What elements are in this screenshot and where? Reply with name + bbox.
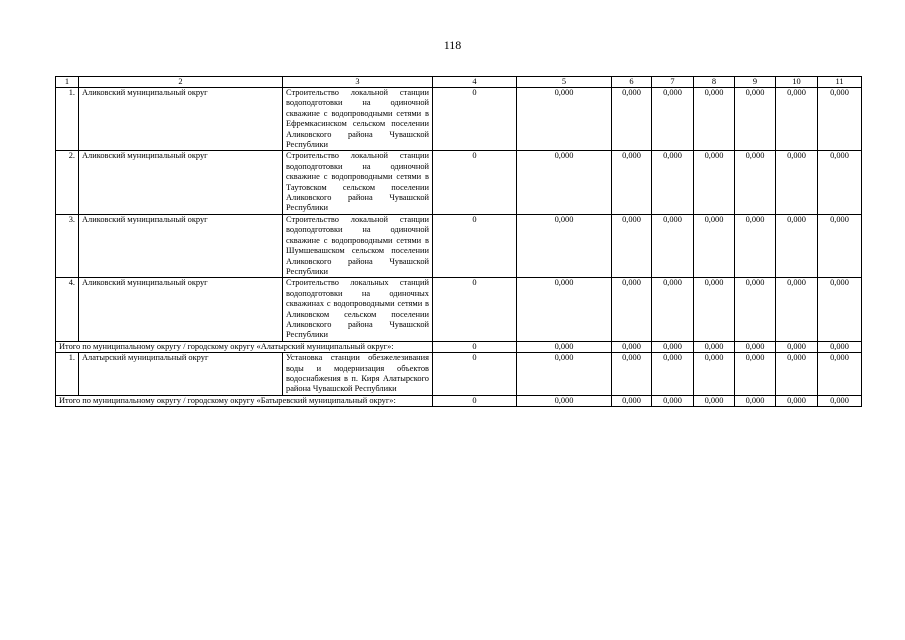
value-cell: 0,000 xyxy=(818,214,862,277)
column-header: 4 xyxy=(433,77,517,88)
value-cell: 0,000 xyxy=(652,341,694,352)
value-cell: 0,000 xyxy=(612,214,652,277)
value-cell: 0,000 xyxy=(652,395,694,406)
value-cell: 0,000 xyxy=(694,214,735,277)
value-cell: 0 xyxy=(433,214,517,277)
total-label: Итого по муниципальному округу / городскому округу «Батыревский муниципальный округ»: xyxy=(56,395,433,406)
row-number: 2. xyxy=(56,151,79,214)
value-cell: 0 xyxy=(433,341,517,352)
column-header: 3 xyxy=(283,77,433,88)
column-header: 7 xyxy=(652,77,694,88)
municipality-name: Аликовский муниципальный округ xyxy=(79,88,283,151)
value-cell: 0,000 xyxy=(517,151,612,214)
municipality-name: Аликовский муниципальный округ xyxy=(79,214,283,277)
value-cell: 0 xyxy=(433,395,517,406)
page-number: 118 xyxy=(443,38,462,52)
total-row xyxy=(56,341,862,352)
value-cell: 0,000 xyxy=(612,341,652,352)
value-cell: 0,000 xyxy=(818,88,862,151)
value-cell: 0,000 xyxy=(612,395,652,406)
value-cell: 0,000 xyxy=(735,353,776,396)
value-cell: 0 xyxy=(433,151,517,214)
column-header: 2 xyxy=(79,77,283,88)
project-description: Строительство локальной станции водоподготовки на одиночной скважине с водопроводными сетями в Шумшевашском сельском поселении Аликовского района Чувашской Республики xyxy=(283,214,433,277)
row-number: 1. xyxy=(56,88,79,151)
table-row xyxy=(56,88,862,151)
value-cell: 0,000 xyxy=(776,278,818,341)
municipality-name: Аликовский муниципальный округ xyxy=(79,151,283,214)
value-cell: 0,000 xyxy=(818,353,862,396)
value-cell: 0,000 xyxy=(517,88,612,151)
value-cell: 0,000 xyxy=(818,151,862,214)
value-cell: 0,000 xyxy=(694,353,735,396)
total-row xyxy=(56,395,862,406)
value-cell: 0,000 xyxy=(735,214,776,277)
municipality-name: Аликовский муниципальный округ xyxy=(79,278,283,341)
value-cell: 0,000 xyxy=(776,88,818,151)
table-row xyxy=(56,353,862,396)
column-header: 6 xyxy=(612,77,652,88)
value-cell: 0,000 xyxy=(612,151,652,214)
row-number: 4. xyxy=(56,278,79,341)
column-header: 1 xyxy=(56,77,79,88)
value-cell: 0,000 xyxy=(694,88,735,151)
value-cell: 0,000 xyxy=(517,395,612,406)
value-cell: 0,000 xyxy=(694,395,735,406)
value-cell: 0,000 xyxy=(776,341,818,352)
data-table xyxy=(55,76,862,407)
column-header: 10 xyxy=(776,77,818,88)
value-cell: 0,000 xyxy=(776,151,818,214)
project-description: Строительство локальной станции водоподготовки на одиночной скважине с водопроводными сетями в Ефремкасинском сельском поселении Аликовского района Чувашской Республики xyxy=(283,88,433,151)
value-cell: 0,000 xyxy=(517,341,612,352)
project-description: Установка станции обезжелезивания воды и модернизация объектов водоснабжения в п. Киря Алатырского района Чувашской Республики xyxy=(283,353,433,396)
value-cell: 0,000 xyxy=(694,341,735,352)
value-cell: 0,000 xyxy=(612,353,652,396)
municipality-name: Алатырский муниципальный округ xyxy=(79,353,283,396)
value-cell: 0,000 xyxy=(735,341,776,352)
project-description: Строительство локальных станций водоподготовки на одиночных скважинах с водопроводными сетями в Аликовском сельском поселении Аликовского района Чувашской Республики xyxy=(283,278,433,341)
value-cell: 0,000 xyxy=(818,278,862,341)
value-cell: 0,000 xyxy=(652,88,694,151)
value-cell: 0,000 xyxy=(652,278,694,341)
value-cell: 0,000 xyxy=(735,278,776,341)
value-cell: 0 xyxy=(433,353,517,396)
table-header-row xyxy=(56,77,862,88)
value-cell: 0,000 xyxy=(735,395,776,406)
value-cell: 0,000 xyxy=(517,214,612,277)
value-cell: 0,000 xyxy=(735,88,776,151)
value-cell: 0,000 xyxy=(517,278,612,341)
value-cell: 0,000 xyxy=(776,395,818,406)
value-cell: 0,000 xyxy=(612,278,652,341)
value-cell: 0,000 xyxy=(735,151,776,214)
table-row xyxy=(56,278,862,341)
value-cell: 0,000 xyxy=(818,395,862,406)
value-cell: 0,000 xyxy=(776,353,818,396)
value-cell: 0 xyxy=(433,278,517,341)
project-description: Строительство локальной станции водоподготовки на одиночной скважине с водопроводными сетями в Таутовском сельском поселении Аликовского района Чувашской Республики xyxy=(283,151,433,214)
column-header: 5 xyxy=(517,77,612,88)
value-cell: 0 xyxy=(433,88,517,151)
column-header: 8 xyxy=(694,77,735,88)
table-row xyxy=(56,151,862,214)
value-cell: 0,000 xyxy=(517,353,612,396)
value-cell: 0,000 xyxy=(652,214,694,277)
row-number: 1. xyxy=(56,353,79,396)
table-row xyxy=(56,214,862,277)
value-cell: 0,000 xyxy=(694,151,735,214)
row-number: 3. xyxy=(56,214,79,277)
value-cell: 0,000 xyxy=(652,353,694,396)
column-header: 9 xyxy=(735,77,776,88)
value-cell: 0,000 xyxy=(612,88,652,151)
total-label: Итого по муниципальному округу / городскому округу «Алатырский муниципальный округ»: xyxy=(56,341,433,352)
column-header: 11 xyxy=(818,77,862,88)
value-cell: 0,000 xyxy=(694,278,735,341)
value-cell: 0,000 xyxy=(818,341,862,352)
value-cell: 0,000 xyxy=(652,151,694,214)
value-cell: 0,000 xyxy=(776,214,818,277)
